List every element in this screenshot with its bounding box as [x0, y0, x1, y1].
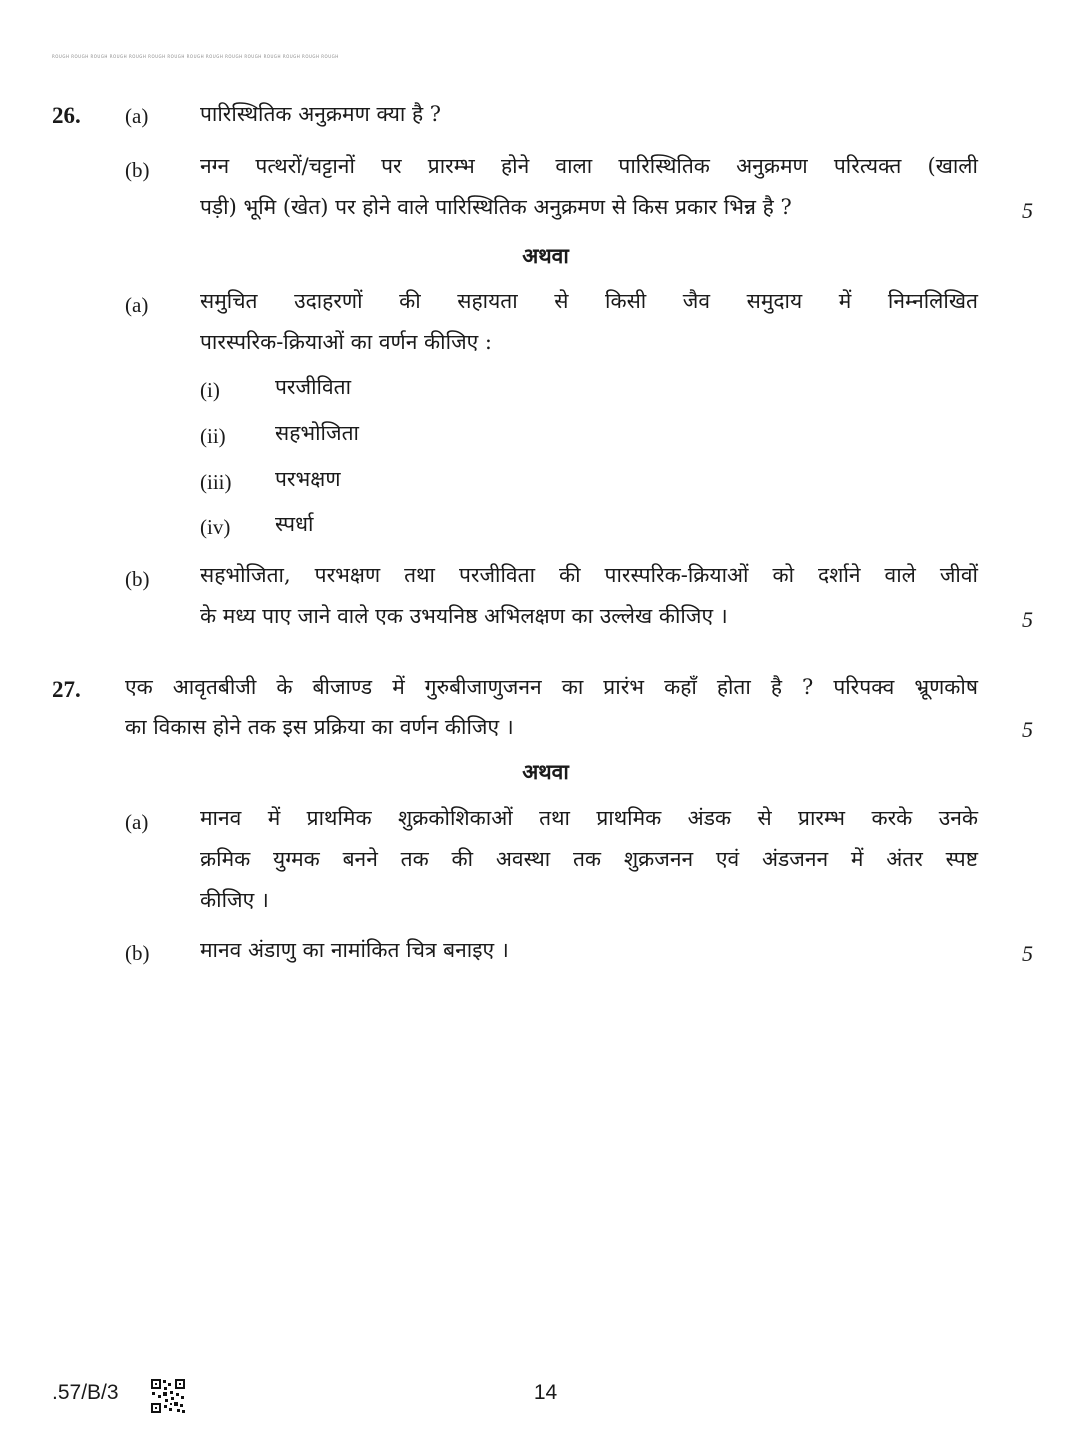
- q26-alt-b-label: (b): [125, 567, 150, 591]
- q26-marks-2: 5: [1022, 607, 1033, 632]
- q26-part-a-text: पारिस्थितिक अनुक्रमण क्या है ?: [200, 102, 442, 126]
- list-item-label-iii: (iii): [200, 470, 232, 494]
- paper-code: .57/B/3: [52, 1381, 119, 1404]
- list-item-text-i: परजीविता: [275, 375, 352, 399]
- q26-or-heading: अथवा: [522, 243, 569, 268]
- list-item-label-i: (i): [200, 378, 220, 402]
- q27-alt-a-line-1: मानव में प्राथमिक शुक्रकोशिकाओं तथा प्राथमिक अंडक से प्रारम्भ करके उनके: [200, 806, 978, 830]
- q27-alt-a-label: (a): [125, 810, 149, 834]
- list-item-label-iv: (iv): [200, 515, 231, 539]
- q26-alt-b-line-1: सहभोजिता, परभक्षण तथा परजीविता की पारस्परिक-क्रियाओं को दर्शाने वाले जीवों: [200, 563, 978, 587]
- q27-alt-b-label: (b): [125, 941, 150, 965]
- q26-alt-a-label: (a): [125, 293, 149, 317]
- question-number-26: 26.: [52, 103, 81, 128]
- page-number: 14: [533, 1381, 558, 1404]
- list-item-text-ii: सहभोजिता: [275, 421, 359, 445]
- q26-alt-b-line-2: के मध्य पाए जाने वाले एक उभयनिष्ठ अभिलक्षण का उल्लेख कीजिए ।: [200, 604, 728, 628]
- q26-alt-a-line-1: समुचित उदाहरणों की सहायता से किसी जैव समुदाय में निम्नलिखित: [200, 289, 978, 313]
- header-code: ROUGH ROUGH ROUGH ROUGH ROUGH ROUGH ROUGH ROUGH ROUGH ROUGH ROUGH ROUGH ROUGH ROUGH ROUGH: [52, 54, 339, 59]
- q27-alt-a-line-3: कीजिए ।: [200, 888, 269, 912]
- list-item-text-iii: परभक्षण: [275, 467, 341, 491]
- q27-alt-b-text: मानव अंडाणु का नामांकित चित्र बनाइए ।: [200, 938, 509, 962]
- list-item-text-iv: स्पर्धा: [275, 512, 314, 536]
- question-number-27: 27.: [52, 677, 81, 702]
- list-item-label-ii: (ii): [200, 424, 226, 448]
- q27-alt-a-line-2: क्रमिक युग्मक बनने तक की अवस्था तक शुक्रजनन एवं अंडजनन में अंतर स्पष्ट: [200, 847, 978, 871]
- q27-or-heading: अथवा: [522, 759, 569, 784]
- q26-part-b-line-1: नग्न पत्थरों/चट्टानों पर प्रारम्भ होने वाला पारिस्थितिक अनुक्रमण परित्यक्त (खाली: [200, 154, 978, 178]
- q27-line-2: का विकास होने तक इस प्रक्रिया का वर्णन कीजिए ।: [125, 715, 514, 739]
- q27-marks-2: 5: [1022, 941, 1033, 966]
- q26-part-b-line-2: पड़ी) भूमि (खेत) पर होने वाले पारिस्थितिक अनुक्रमण से किस प्रकार भिन्न है ?: [200, 195, 792, 219]
- q27-marks-1: 5: [1022, 717, 1033, 742]
- q26-part-b-label: (b): [125, 158, 150, 182]
- q26-alt-a-line-2: पारस्परिक-क्रियाओं का वर्णन कीजिए :: [200, 330, 493, 354]
- q26-part-a-label: (a): [125, 104, 149, 128]
- q26-marks-1: 5: [1022, 198, 1033, 223]
- q27-line-1: एक आवृतबीजी के बीजाण्ड में गुरुबीजाणुजनन का प्रारंभ कहाँ होता है ? परिपक्व भ्रूणकोष: [125, 675, 978, 699]
